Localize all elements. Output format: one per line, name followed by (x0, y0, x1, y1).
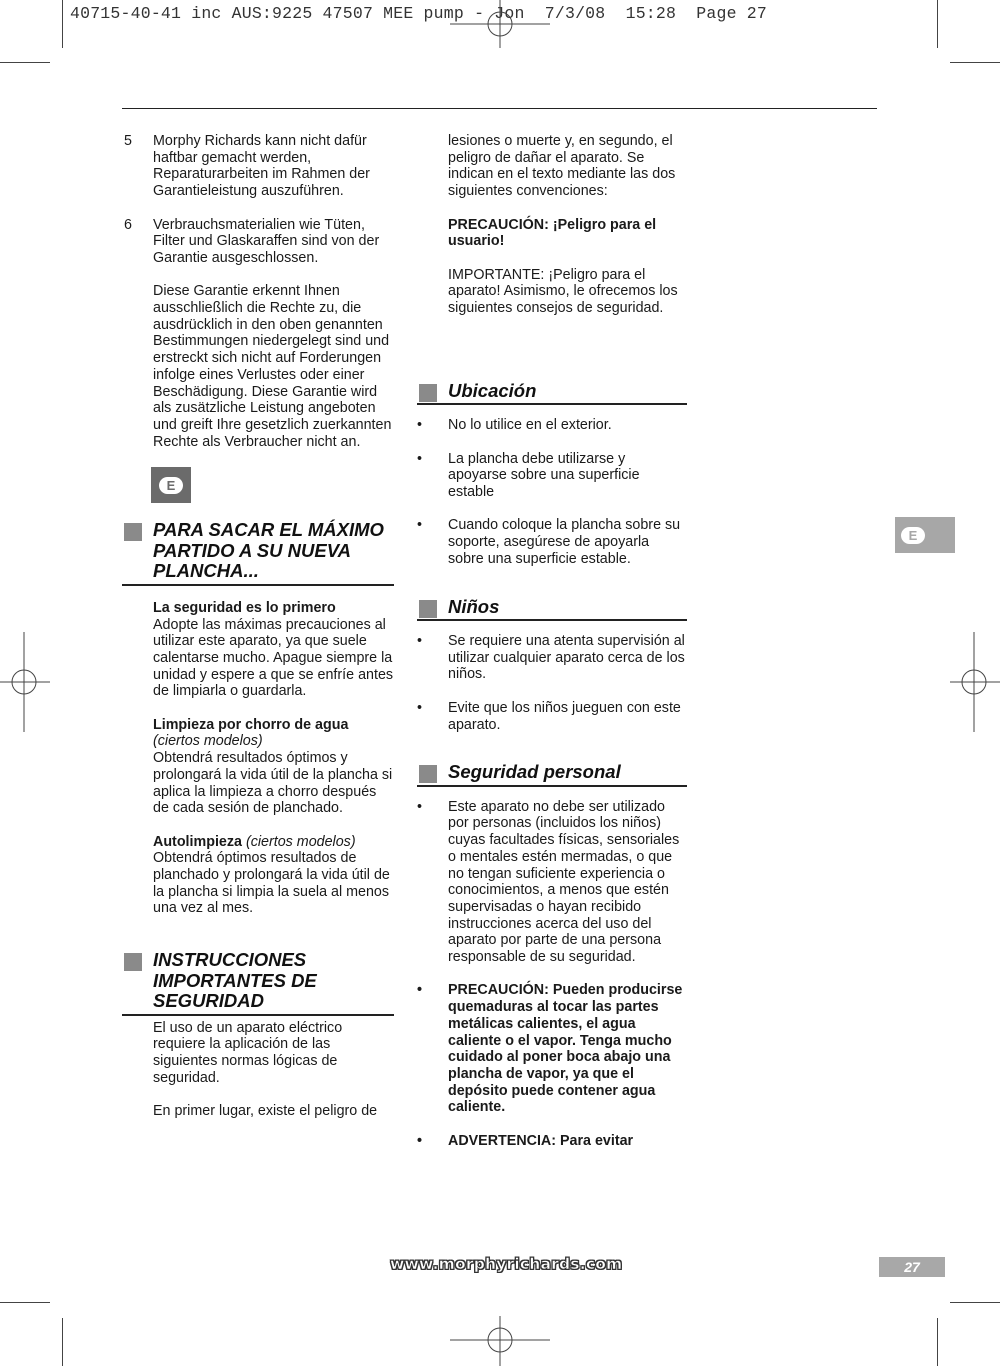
header-rule (122, 108, 877, 109)
bullet-icon: • (417, 982, 423, 999)
item-text: Verbrauchsmaterialien wie Tüten, Filter und Glaskaraffen sind von der Garantie ausgeschlossen. (153, 216, 380, 266)
crop-mark (0, 1302, 50, 1303)
item-number: 6 (124, 216, 132, 233)
subheading: Autolimpieza (153, 833, 242, 850)
item-text: No lo utilice en el exterior. (448, 417, 612, 434)
subheading-note: (ciertos modelos) (153, 733, 263, 750)
list-item (417, 700, 687, 733)
crop-mark (62, 1318, 63, 1366)
section-heading (417, 762, 687, 787)
list-item (122, 217, 394, 267)
crop-mark (950, 62, 1000, 63)
item-number: 5 (124, 133, 132, 149)
page-number: 27 (879, 1257, 945, 1277)
list-item (417, 633, 687, 683)
registration-mark-bottom (450, 1316, 550, 1366)
heading-text: Niños (448, 595, 500, 617)
list-item (417, 799, 687, 966)
item-text: Cuando coloque la plancha sobre su soporte, asegúrese de apoyarla sobre una superficie estable. (448, 517, 681, 567)
language-side-tab (895, 517, 955, 553)
item-text: ADVERTENCIA: Para evitar (448, 1132, 634, 1149)
section-heading (417, 381, 687, 406)
crop-mark (950, 1302, 1000, 1303)
guarantee-paragraph: Diese Garantie erkennt Ihnen ausschließlich die Rechte zu, die ausdrücklich in den oben genannten Bestimmungen niedergelegt sind und erstreckt sich nicht auf Forderungen infolge eines Verlustes oder einer Beschädigung. Diese Garantie wird als zusätzliche Leistung angeboten und greift Ihre gesetzlich zuerkannten Rechte als Verbraucher nicht an. (153, 283, 392, 450)
heading-text: Ubicación (448, 379, 537, 401)
section-heading (122, 950, 394, 1016)
bullet-icon: • (417, 450, 423, 467)
registration-mark-left (0, 632, 50, 732)
subheading-note: (ciertos modelos) (245, 833, 356, 850)
bullet-icon: • (417, 798, 423, 815)
language-e-icon: E (901, 527, 925, 544)
middle-column (417, 133, 687, 1149)
list-item (417, 451, 687, 501)
paragraph: Adopte las máximas precauciones al utilizar este aparato, ya que suele calentarse mucho. Apague siempre la unidad y espere a que se enfríe antes de limpiarla o guardarla. (153, 616, 394, 700)
item-text: Este aparato no debe ser utilizado por personas (incluidos los niños) cuyas facultades físicas, sensoriales o mentales estén mermadas, o que no tengan suficiente experiencia o conocimientos, a menos que estén supervisadas o hayan recibido instrucciones acerca del uso del aparato por parte de una persona responsable de su seguridad. (448, 798, 680, 966)
bullet-icon: • (417, 699, 423, 716)
language-e-icon: E (159, 477, 183, 494)
crop-mark (937, 0, 938, 48)
heading-square-icon (419, 600, 437, 618)
bullet-icon: • (417, 633, 423, 649)
bullet-icon: • (417, 517, 423, 534)
item-text: Evite que los niños jueguen con este aparato. (448, 699, 681, 733)
left-column (122, 133, 394, 1120)
heading-square-icon (124, 953, 142, 971)
subheading-line (153, 834, 394, 851)
item-text: La plancha debe utilizarse y apoyarse sobre una superficie estable (448, 450, 640, 500)
crop-mark (0, 62, 50, 63)
important-notice: IMPORTANTE: ¡Peligro para el aparato! Asimismo, le ofrecemos los siguientes consejos de seguridad. (448, 266, 678, 316)
heading-square-icon (419, 765, 437, 783)
heading-text: Seguridad personal (448, 761, 621, 783)
subheading: La seguridad es lo primero (153, 599, 336, 616)
paragraph: lesiones o muerte y, en segundo, el peligro de dañar el aparato. Se indican en el texto mediante las dos siguientes convenciones: (448, 133, 676, 200)
list-item (122, 133, 394, 200)
paragraph: En primer lugar, existe el peligro de (153, 1103, 378, 1120)
bullet-icon: • (417, 417, 423, 434)
print-slug: 40715-40-41 inc AUS:9225 47507 MEE pump - Jon 7/3/08 15:28 Page 27 (70, 4, 768, 23)
list-item (417, 417, 687, 434)
list-item (417, 517, 687, 567)
section-heading (122, 520, 394, 586)
subheading: Limpieza por chorro de agua (153, 716, 349, 733)
heading-text: PARA SACAR EL MÁXIMO PARTIDO A SU NUEVA PLANCHA... (153, 519, 384, 582)
heading-square-icon (124, 523, 142, 541)
heading-square-icon (419, 384, 437, 402)
registration-mark-right (950, 632, 1000, 732)
precaution-notice: PRECAUCIÓN: ¡Peligro para el usuario! (448, 216, 657, 250)
registration-mark-top (450, 0, 550, 50)
bullet-icon: • (417, 1132, 423, 1149)
website-url: www.morphyrichards.com (390, 1255, 623, 1273)
item-text: Se requiere una atenta supervisión al utilizar cualquier aparato cerca de los niños. (448, 633, 685, 683)
section-heading (417, 597, 687, 622)
heading-text: INSTRUCCIONES IMPORTANTES DE SEGURIDAD (153, 949, 317, 1012)
item-text: PRECAUCIÓN: Pueden producirse quemaduras al tocar las partes metálicas calientes, el agua caliente o el vapor. Tenga mucho cuidado al poner boca abajo una plancha de vapor, ya que el depósito puede contener agua caliente. (448, 982, 683, 1116)
crop-mark (937, 1318, 938, 1366)
paragraph: Obtendrá resultados óptimos y prolongará la vida útil de la plancha si aplica la limpieza a chorro después de cada sesión de planchado. (153, 750, 393, 817)
item-text: Morphy Richards kann nicht dafür haftbar gemacht werden, Reparaturarbeiten im Rahmen der Garantieleistung auszuführen. (153, 133, 370, 200)
language-badge (151, 467, 191, 503)
paragraph: El uso de un aparato eléctrico requiere la aplicación de las siguientes normas lógicas de seguridad. (153, 1019, 343, 1086)
list-item (417, 1133, 687, 1150)
paragraph: Obtendrá óptimos resultados de planchado y prolongará la vida útil de la plancha si limpia la suela al menos una vez al mes. (153, 850, 390, 917)
list-item (417, 982, 687, 1116)
crop-mark (62, 0, 63, 48)
